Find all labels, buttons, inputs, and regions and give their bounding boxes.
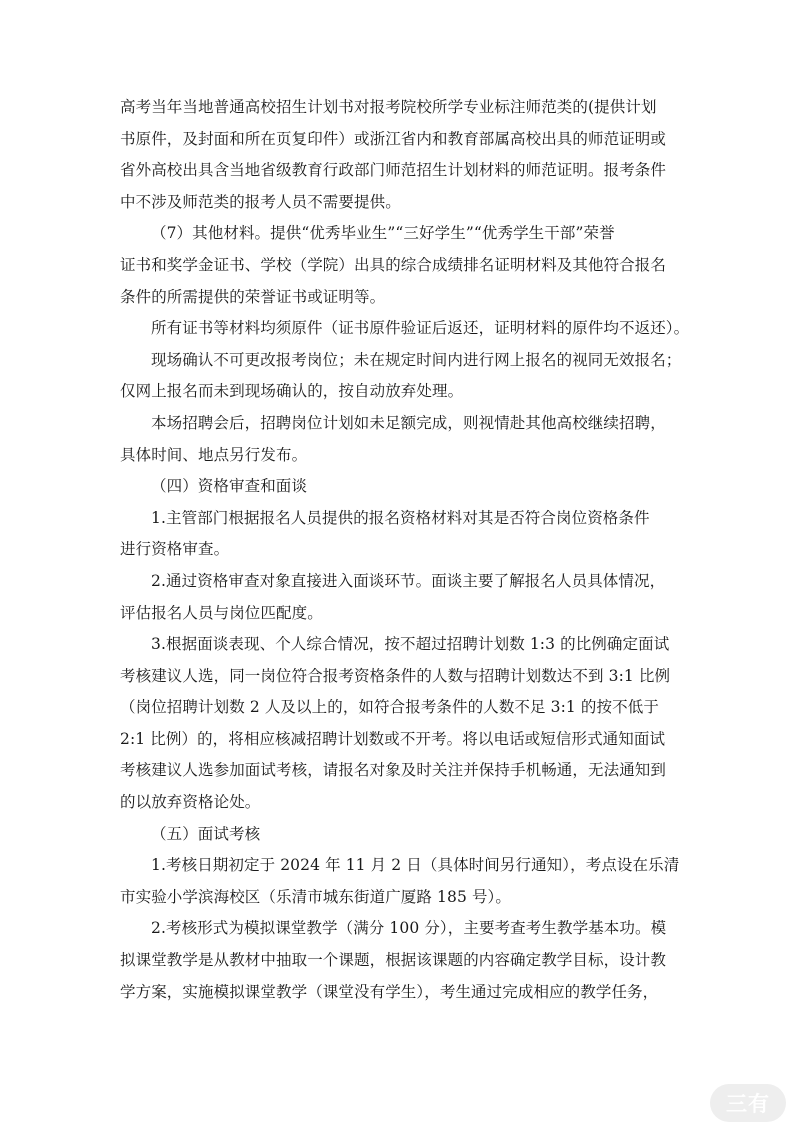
text-line: 高考当年当地普通高校招生计划书对报考院校所学专业标注师范类的(提供计划 xyxy=(120,98,657,116)
text-line: 省外高校出具含当地省级教育行政部门师范招生计划材料的师范证明。报考条件 xyxy=(120,161,667,180)
text-line: 2.通过资格审查对象直接进入面谈环节。面谈主要了解报名人员具体情况， xyxy=(151,571,666,590)
section-heading-interview xyxy=(120,819,680,851)
paragraph-originals xyxy=(120,313,690,345)
text-line: 拟课堂教学是从教材中抽取一个课题，根据该课题的内容确定教学目标，设计教 xyxy=(120,951,667,970)
paragraph-interview-1 xyxy=(120,850,680,913)
text-line: 的以放弃资格论处。 xyxy=(120,793,261,812)
text-line: 证书和奖学金证书、学校（学院）出具的综合成绩排名证明材料及其他符合报名 xyxy=(120,255,667,274)
text-line: 现场确认不可更改报考岗位；未在规定时间内进行网上报名的视同无效报名； xyxy=(151,350,682,369)
text-line: 进行资格审查。 xyxy=(120,540,230,559)
text-line: （五）面试考核 xyxy=(151,824,261,843)
text-line: 1.考核日期初定于 2024 年 11 月 2 日（具体时间另行通知），考点设在乐清 xyxy=(151,856,680,875)
paragraph-review-3 xyxy=(120,629,680,819)
text-line: 1.主管部门根据报名人员提供的报名资格材料对其是否符合岗位资格条件 xyxy=(151,508,650,527)
text-line: （四）资格审查和面谈 xyxy=(151,477,308,496)
text-line: 评估报名人员与岗位匹配度。 xyxy=(120,603,323,622)
text-line: 本场招聘会后，招聘岗位计划如未足额完成，则视情赴其他高校继续招聘， xyxy=(151,413,666,432)
text-line: 学方案，实施模拟课堂教学（课堂没有学生），考生通过完成相应的教学任务， xyxy=(120,982,659,1001)
text-line: 2:1 比例）的，将相应核减招聘计划数或不开考。将以电话或短信形式通知面试 xyxy=(120,729,666,748)
document-body xyxy=(120,92,690,1008)
text-line: 考核建议人选参加面试考核，请报名对象及时关注并保持手机畅通，无法通知到 xyxy=(120,761,667,780)
paragraph-interview-2 xyxy=(120,913,680,1008)
paragraph-other-materials xyxy=(120,218,680,313)
paragraph-after-fair xyxy=(120,408,680,471)
text-line: （岗位招聘计划数 2 人及以上的，如符合报考条件的人数不足 3:1 的按不低于 xyxy=(120,698,659,717)
paragraph-1 xyxy=(120,92,680,218)
text-line: （7）其他材料。提供“优秀毕业生”“三好学生”“优秀学生干部”荣誉 xyxy=(151,224,615,243)
text-line: 考核建议人选，同一岗位符合报考资格条件的人数与招聘计划数达不到 3:1 比例 xyxy=(120,666,671,685)
text-line: 2.考核形式为模拟课堂教学（满分 100 分），主要考查考生教学基本功。模 xyxy=(151,919,667,938)
text-line: 仅网上报名而未到现场确认的，按自动放弃处理。 xyxy=(120,382,464,401)
section-heading-review xyxy=(120,471,680,503)
text-line: 所有证书等材料均须原件（证书原件验证后返还，证明材料的原件均不返还）。 xyxy=(151,319,690,338)
text-line: 条件的所需提供的荣誉证书或证明等。 xyxy=(120,287,386,306)
text-line: 中不涉及师范类的报考人员不需要提供。 xyxy=(120,192,401,211)
watermark-logo: 三有 xyxy=(710,1084,786,1122)
paragraph-review-1 xyxy=(120,503,680,566)
paragraph-review-2 xyxy=(120,566,680,629)
text-line: 具体时间、地点另行发布。 xyxy=(120,445,308,464)
text-line: 书原件，及封面和所在页复印件）或浙江省内和教育部属高校出具的师范证明或 xyxy=(120,129,667,148)
text-line: 3.根据面谈表现、个人综合情况，按不超过招聘计划数 1:3 的比例确定面试 xyxy=(151,635,670,654)
paragraph-onsite-confirm xyxy=(120,345,680,408)
text-line: 市实验小学滨海校区（乐清市城东街道广厦路 185 号）。 xyxy=(120,887,511,906)
